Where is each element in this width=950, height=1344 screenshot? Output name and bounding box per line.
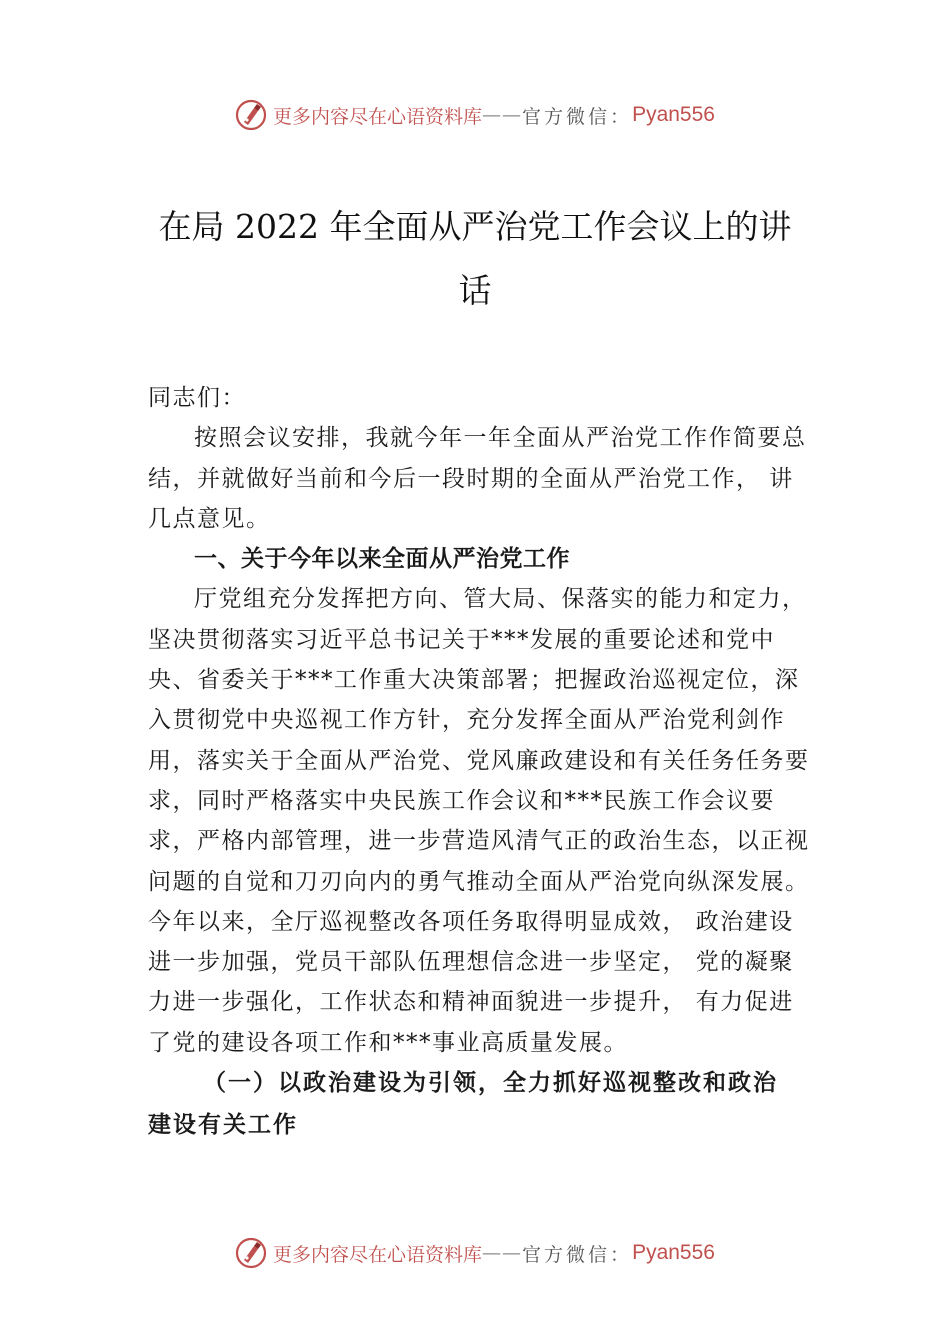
watermark-separator: —— — [482, 1242, 523, 1264]
watermark-wechat-id: Pyan556 — [632, 103, 715, 126]
section-heading: 一、关于今年以来全面从严治党工作 — [194, 546, 570, 573]
document-title: 在局 2022 年全面从严治党工作会议上的讲话 — [158, 207, 792, 310]
subsection-heading-line2: 建设有关工作 — [148, 1111, 298, 1139]
watermark-official-label: 官方微信： — [522, 105, 633, 128]
pen-nib-logo-icon — [235, 1237, 267, 1269]
intro-paragraph: 按照会议安排，我就今年一年全面从严治党工作作简要总结，并就做好当前和今后一段时期的全面从严治党工作， 讲几点意见。 — [148, 425, 807, 532]
subsection-heading-line1: （一）以政治建设为引领，全力抓好巡视整改和政治 — [203, 1069, 778, 1097]
watermark-separator: —— — [482, 104, 523, 126]
watermark-footer — [0, 1233, 950, 1273]
salutation: 同志们： — [148, 385, 246, 411]
watermark-brand-text: 更多内容尽在心语资料库 — [273, 105, 483, 128]
watermark-brand-text: 更多内容尽在心语资料库 — [273, 1243, 483, 1266]
document-body — [148, 378, 814, 1146]
watermark-header — [0, 95, 950, 135]
watermark-wechat-id: Pyan556 — [632, 1241, 715, 1264]
pen-nib-logo-icon — [235, 99, 267, 131]
section-body-paragraph: 厅党组充分发挥把方向、管大局、保落实的能力和定力，坚决贯彻落实习近平总书记关于***发展的重要论述和党中央、省委关于***工作重大决策部署；把握政治巡视定位，深入贯彻党中央巡视工作方针，充分发挥全面从严治党利剑作用，落实关于全面从严治党、党风廉政建设和有关任务任务要求，同时严格落实中央民族工作会议和***民族工作会议要求，严格内部管理，进一步营造风清气正的政治生态，以正视问题的自觉和刀刃向内的勇气推动全面从严治党向纵深发展。今年以来，全厅巡视整改各项任务取得明显成效， 政治建设进一步加强，党员干部队伍理想信念进一步坚定， 党的凝聚力进一步强化，工作状态和精神面貌进一步提升， 有力促进了党的建设各项工作和***事业高质量发展。 — [148, 586, 810, 1056]
watermark-official-label: 官方微信： — [522, 1243, 633, 1266]
